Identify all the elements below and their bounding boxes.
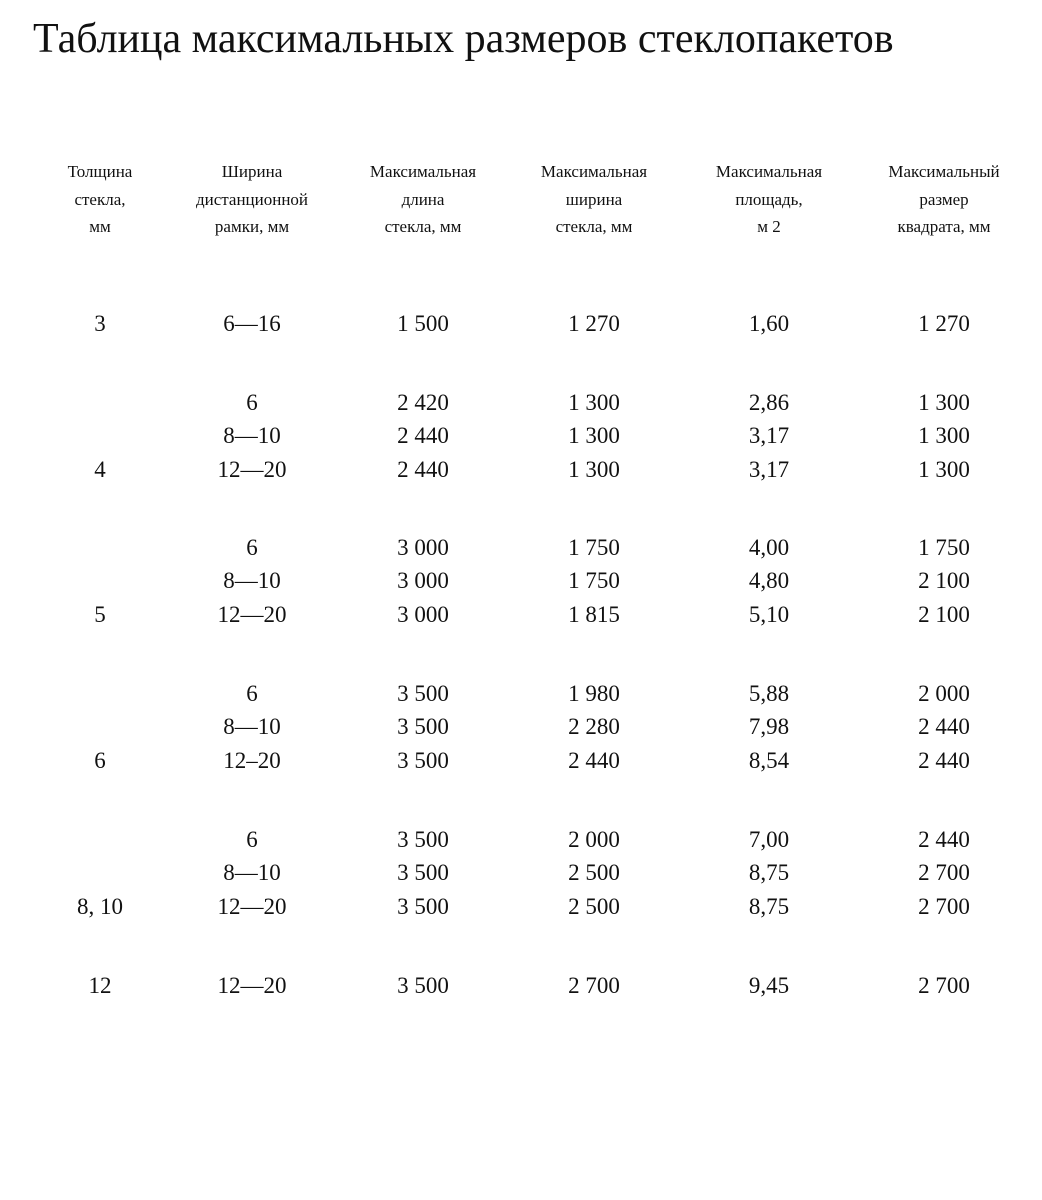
width-cell: 1 815 [568, 602, 620, 627]
width-cell: 2 280 [568, 714, 620, 739]
square-cell: 1 270 [918, 311, 970, 336]
width-cell: 1 300 [568, 390, 620, 415]
frame-cell: 6—16 [223, 311, 281, 336]
header-max-length: Максимальная длина стекла, мм [369, 162, 477, 236]
square-cell: 1 750 [918, 535, 970, 560]
thickness-cell: 3 [94, 311, 106, 336]
length-cell: 3 500 [397, 827, 449, 852]
width-cell: 2 000 [568, 827, 620, 852]
frame-cell: 8—10 [223, 860, 281, 885]
area-cell: 9,45 [748, 973, 790, 998]
thickness-cell: 4 [94, 457, 106, 482]
header-frame-width: Ширина дистанционной рамки, мм [195, 162, 309, 236]
length-cell: 3 500 [397, 748, 449, 773]
area-cell: 2,86 [748, 390, 790, 415]
square-cell: 2 700 [918, 860, 970, 885]
frame-cell: 6 [246, 390, 258, 415]
length-cell: 2 420 [397, 390, 449, 415]
width-cell: 2 700 [568, 973, 620, 998]
area-cell: 7,00 [748, 827, 790, 852]
length-cell: 3 500 [397, 973, 449, 998]
area-cell: 8,75 [748, 894, 790, 919]
frame-cell: 8—10 [223, 568, 281, 593]
area-cell: 4,00 [748, 535, 790, 560]
header-max-area: Максимальная площадь, м 2 [715, 162, 823, 236]
area-cell: 8,75 [748, 860, 790, 885]
width-cell: 1 980 [568, 681, 620, 706]
area-cell: 3,17 [748, 457, 790, 482]
header-thickness: Толщина стекла, мм [67, 162, 133, 236]
frame-cell: 6 [246, 681, 258, 706]
width-cell: 1 270 [568, 311, 620, 336]
length-cell: 2 440 [397, 423, 449, 448]
width-cell: 2 440 [568, 748, 620, 773]
square-cell: 2 700 [918, 973, 970, 998]
frame-cell: 12–20 [223, 748, 281, 773]
width-cell: 1 300 [568, 423, 620, 448]
header-max-width: Максимальная ширина стекла, мм [540, 162, 648, 236]
square-cell: 2 440 [918, 714, 970, 739]
area-cell: 4,80 [748, 568, 790, 593]
frame-cell: 12—20 [217, 894, 287, 919]
length-cell: 2 440 [397, 457, 449, 482]
thickness-cell: 5 [94, 602, 106, 627]
square-cell: 2 000 [918, 681, 970, 706]
square-cell: 2 100 [918, 568, 970, 593]
square-cell: 2 100 [918, 602, 970, 627]
frame-cell: 6 [246, 827, 258, 852]
width-cell: 1 300 [568, 457, 620, 482]
frame-cell: 8—10 [223, 423, 281, 448]
area-cell: 5,88 [748, 681, 790, 706]
square-cell: 1 300 [918, 423, 970, 448]
frame-cell: 12—20 [217, 973, 287, 998]
thickness-cell: 6 [94, 748, 106, 773]
area-cell: 8,54 [748, 748, 790, 773]
width-cell: 2 500 [568, 894, 620, 919]
page-title: Таблица максимальных размеров стеклопакетов [33, 16, 894, 62]
square-cell: 2 440 [918, 827, 970, 852]
width-cell: 1 750 [568, 568, 620, 593]
frame-cell: 12—20 [217, 457, 287, 482]
length-cell: 3 500 [397, 894, 449, 919]
header-max-square: Максимальный размер квадрата, мм [888, 162, 1000, 236]
length-cell: 3 000 [397, 535, 449, 560]
width-cell: 1 750 [568, 535, 620, 560]
frame-cell: 8—10 [223, 714, 281, 739]
length-cell: 1 500 [397, 311, 449, 336]
area-cell: 5,10 [748, 602, 790, 627]
length-cell: 3 000 [397, 602, 449, 627]
square-cell: 2 700 [918, 894, 970, 919]
area-cell: 1,60 [748, 311, 790, 336]
thickness-cell: 12 [88, 973, 112, 998]
frame-cell: 12—20 [217, 602, 287, 627]
length-cell: 3 500 [397, 681, 449, 706]
length-cell: 3 500 [397, 714, 449, 739]
square-cell: 1 300 [918, 390, 970, 415]
frame-cell: 6 [246, 535, 258, 560]
width-cell: 2 500 [568, 860, 620, 885]
square-cell: 2 440 [918, 748, 970, 773]
area-cell: 3,17 [748, 423, 790, 448]
square-cell: 1 300 [918, 457, 970, 482]
thickness-cell: 8, 10 [77, 894, 123, 919]
length-cell: 3 500 [397, 860, 449, 885]
area-cell: 7,98 [748, 714, 790, 739]
length-cell: 3 000 [397, 568, 449, 593]
